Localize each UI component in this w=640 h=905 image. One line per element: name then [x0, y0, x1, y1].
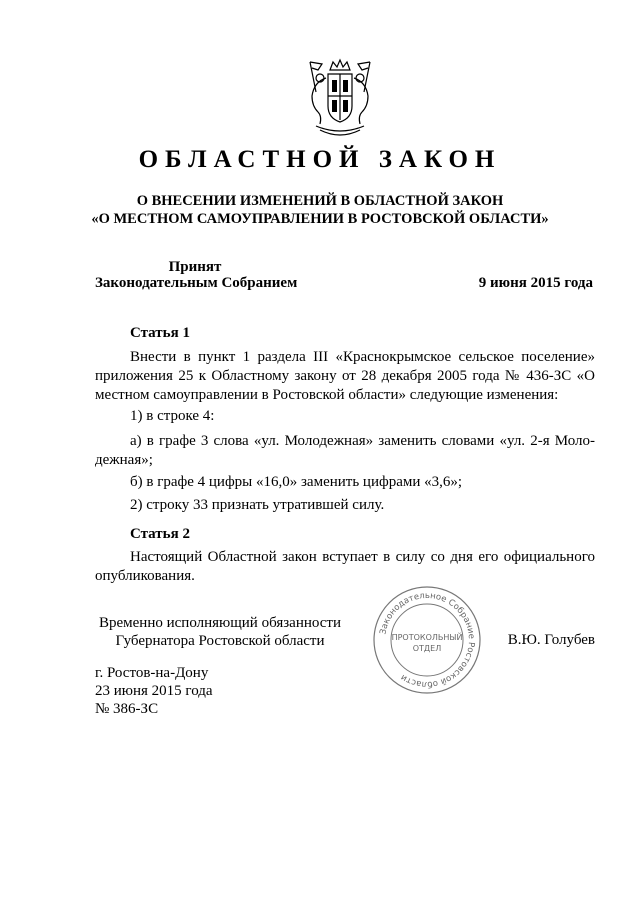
article-2-heading: Статья 2	[130, 526, 190, 542]
signing-date: 23 июня 2015 года	[95, 683, 213, 699]
document-subtitle-line2: «О МЕСТНОМ САМОУПРАВЛЕНИИ В РОСТОВСКОЙ ОБЛАСТИ»	[91, 211, 549, 227]
coat-of-arms-emblem	[300, 56, 380, 140]
stamp-inner-line2: ОТДЕЛ	[412, 644, 442, 653]
adopted-date: 9 июня 2015 года	[478, 275, 593, 291]
article-1-item-1a: а) в графе 3 слова «ул. Молодежная» заменить словами «ул. 2-я Моло-дежная»;	[95, 433, 595, 468]
article-1-item-1: 1) в строке 4:	[130, 408, 215, 424]
adopted-body: Законодательным Собранием	[95, 275, 298, 291]
document-subtitle-line1: О ВНЕСЕНИИ ИЗМЕНЕНИЙ В ОБЛАСТНОЙ ЗАКОН	[136, 193, 504, 209]
signatory-position-line2: Губернатора Ростовской области	[115, 633, 325, 649]
signatory-position-line1: Временно исполняющий обязанности	[98, 615, 341, 631]
stamp-ring-text: Законодательное Собрание Ростовской области	[378, 590, 477, 690]
article-1-heading: Статья 1	[130, 325, 190, 341]
article-1-item-2: 2) строку 33 признать утратившей силу.	[130, 497, 385, 513]
stamp-inner-line1: ПРОТОКОЛЬНЫЙ	[391, 633, 463, 642]
signatory-position	[95, 614, 345, 650]
signing-details	[95, 664, 213, 718]
law-number: № 386-ЗС	[95, 701, 159, 717]
signatory-name: В.Ю. Голубев	[507, 632, 595, 648]
article-2-text: Настоящий Областной закон вступает в силу со дня его официального опубликования.	[95, 549, 595, 584]
official-stamp	[372, 585, 482, 695]
document-title: ОБЛАСТНОЙ ЗАКОН	[138, 146, 502, 173]
article-1-item-1b: б) в графе 4 цифры «16,0» заменить цифрами «3,6»;	[130, 474, 463, 490]
article-1-intro: Внести в пункт 1 раздела III «Краснокрымское сельское поселение» приложения 25 к Областному закону от 28 декабря 2005 года № 436-ЗС «О местном самоуправлении в Ростовской области» следующие изменения:	[95, 349, 595, 403]
signing-city: г. Ростов-на-Дону	[95, 665, 209, 681]
adopted-label: Принят	[168, 259, 222, 275]
